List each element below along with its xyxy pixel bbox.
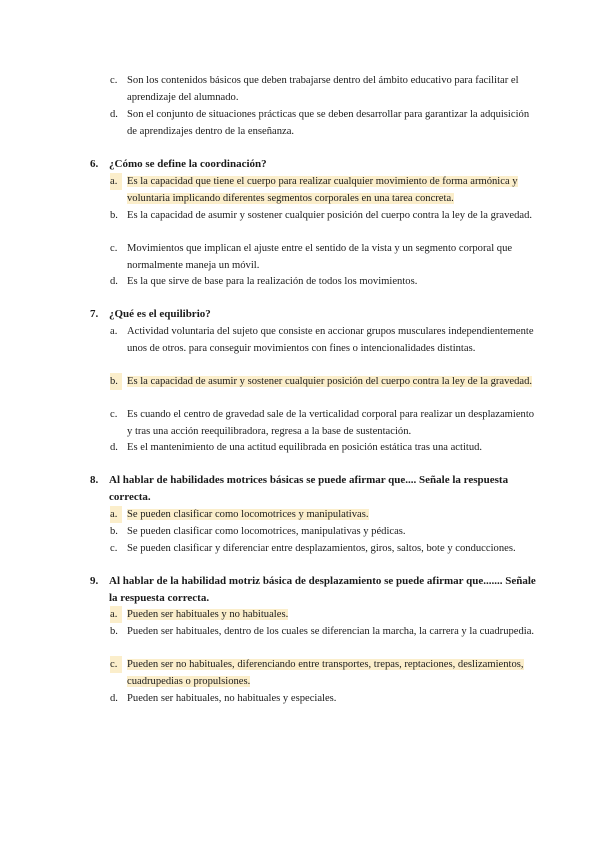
option-8a [110,506,537,523]
option-text-highlighted: Pueden ser habituales y no habituales. [127,609,289,620]
option-text: Son el conjunto de situaciones prácticas que se deben desarrollar para garantizar la adquisición de aprendizajes dentro de la enseñanza. [127,109,530,137]
option-letter: a. [110,326,118,337]
question-number: 9. [90,575,99,587]
option-letter: b. [110,210,118,221]
option-9a [110,606,537,623]
option-letter: a. [110,173,122,190]
option-text: Son los contenidos básicos que deben trabajarse dentro del ámbito educativo para facilitar el aprendizaje del alumnado. [127,75,519,103]
option-7a [110,323,537,357]
option-text: Movimientos que implican el ajuste entre el sentido de la vista y un segmento corporal que normalmente maneja un móvil. [127,243,513,271]
option-text: Es el mantenimiento de una actitud equilibrada en posición estática tras una actitud. [127,442,483,453]
option-6d [110,273,537,290]
option-letter: c. [110,656,122,673]
option-9d [110,690,537,707]
option-text: Pueden ser habituales, dentro de los cuales se diferencian la marcha, la carrera y la cuadrupedia. [127,626,535,637]
option-letter: d. [110,693,118,704]
option-text: Es la capacidad de asumir y sostener cualquier posición del cuerpo contra la ley de la gravedad. [127,210,533,221]
option-9c [110,656,537,690]
option-letter: a. [110,606,122,623]
option-letter: d. [110,109,118,120]
question-9 [90,573,539,607]
option-5c [110,72,537,106]
option-6a [110,173,537,207]
option-7d [110,439,537,456]
option-letter: b. [110,626,118,637]
option-letter: b. [110,373,122,390]
option-text-highlighted: Se pueden clasificar como locomotrices y manipulativas. [127,509,369,520]
option-letter: d. [110,276,118,287]
question-text: Al hablar de habilidades motrices básicas se puede afirmar que.... Señale la respuesta correcta. [109,474,509,503]
option-7b [110,373,537,390]
question-8 [90,472,539,506]
option-6b [110,207,537,224]
question-number: 7. [90,308,99,320]
option-5d [110,106,537,140]
option-8c [110,540,537,557]
option-text: Es la que sirve de base para la realización de todos los movimientos. [127,276,418,287]
question-number: 6. [90,158,99,170]
question-text: Al hablar de la habilidad motriz básica de desplazamiento se puede afirmar que....... Señale la respuesta correcta. [109,575,536,604]
option-letter: a. [110,506,122,523]
option-text: Se pueden clasificar y diferenciar entre desplazamientos, giros, saltos, bote y conducciones. [127,543,516,554]
option-text: Se pueden clasificar como locomotrices, manipulativas y pédicas. [127,526,406,537]
option-letter: b. [110,526,118,537]
option-letter: c. [110,75,118,86]
option-text-highlighted: Es la capacidad que tiene el cuerpo para realizar cualquier movimiento de forma armónica y voluntaria implicando diferentes segmentos corporales en una tarea concreta. [127,176,518,204]
option-letter: c. [110,409,118,420]
question-number: 8. [90,474,99,486]
option-9b [110,623,537,640]
option-letter: d. [110,442,118,453]
option-text-highlighted: Pueden ser no habituales, diferenciando entre transportes, trepas, reptaciones, deslizamientos, cuadrupedias o propulsiones. [127,659,524,687]
question-6 [90,156,539,173]
option-8b [110,523,537,540]
option-letter: c. [110,543,118,554]
option-text-highlighted: Es la capacidad de asumir y sostener cualquier posición del cuerpo contra la ley de la gravedad. [127,376,533,387]
option-7c [110,406,537,440]
question-text: ¿Cómo se define la coordinación? [109,158,267,170]
question-7 [90,306,539,323]
option-text: Pueden ser habituales, no habituales y especiales. [127,693,337,704]
option-text: Es cuando el centro de gravedad sale de la verticalidad corporal para realizar un desplazamiento y tras una acción reequilibradora, regresa a la base de sustentación. [127,409,535,437]
option-text: Actividad voluntaria del sujeto que consiste en accionar grupos musculares independientemente unos de otros. para conseguir movimientos con fines o intencionalidades distintas. [127,326,534,354]
option-6c [110,240,537,274]
question-text: ¿Qué es el equilibrio? [109,308,211,320]
option-letter: c. [110,243,118,254]
